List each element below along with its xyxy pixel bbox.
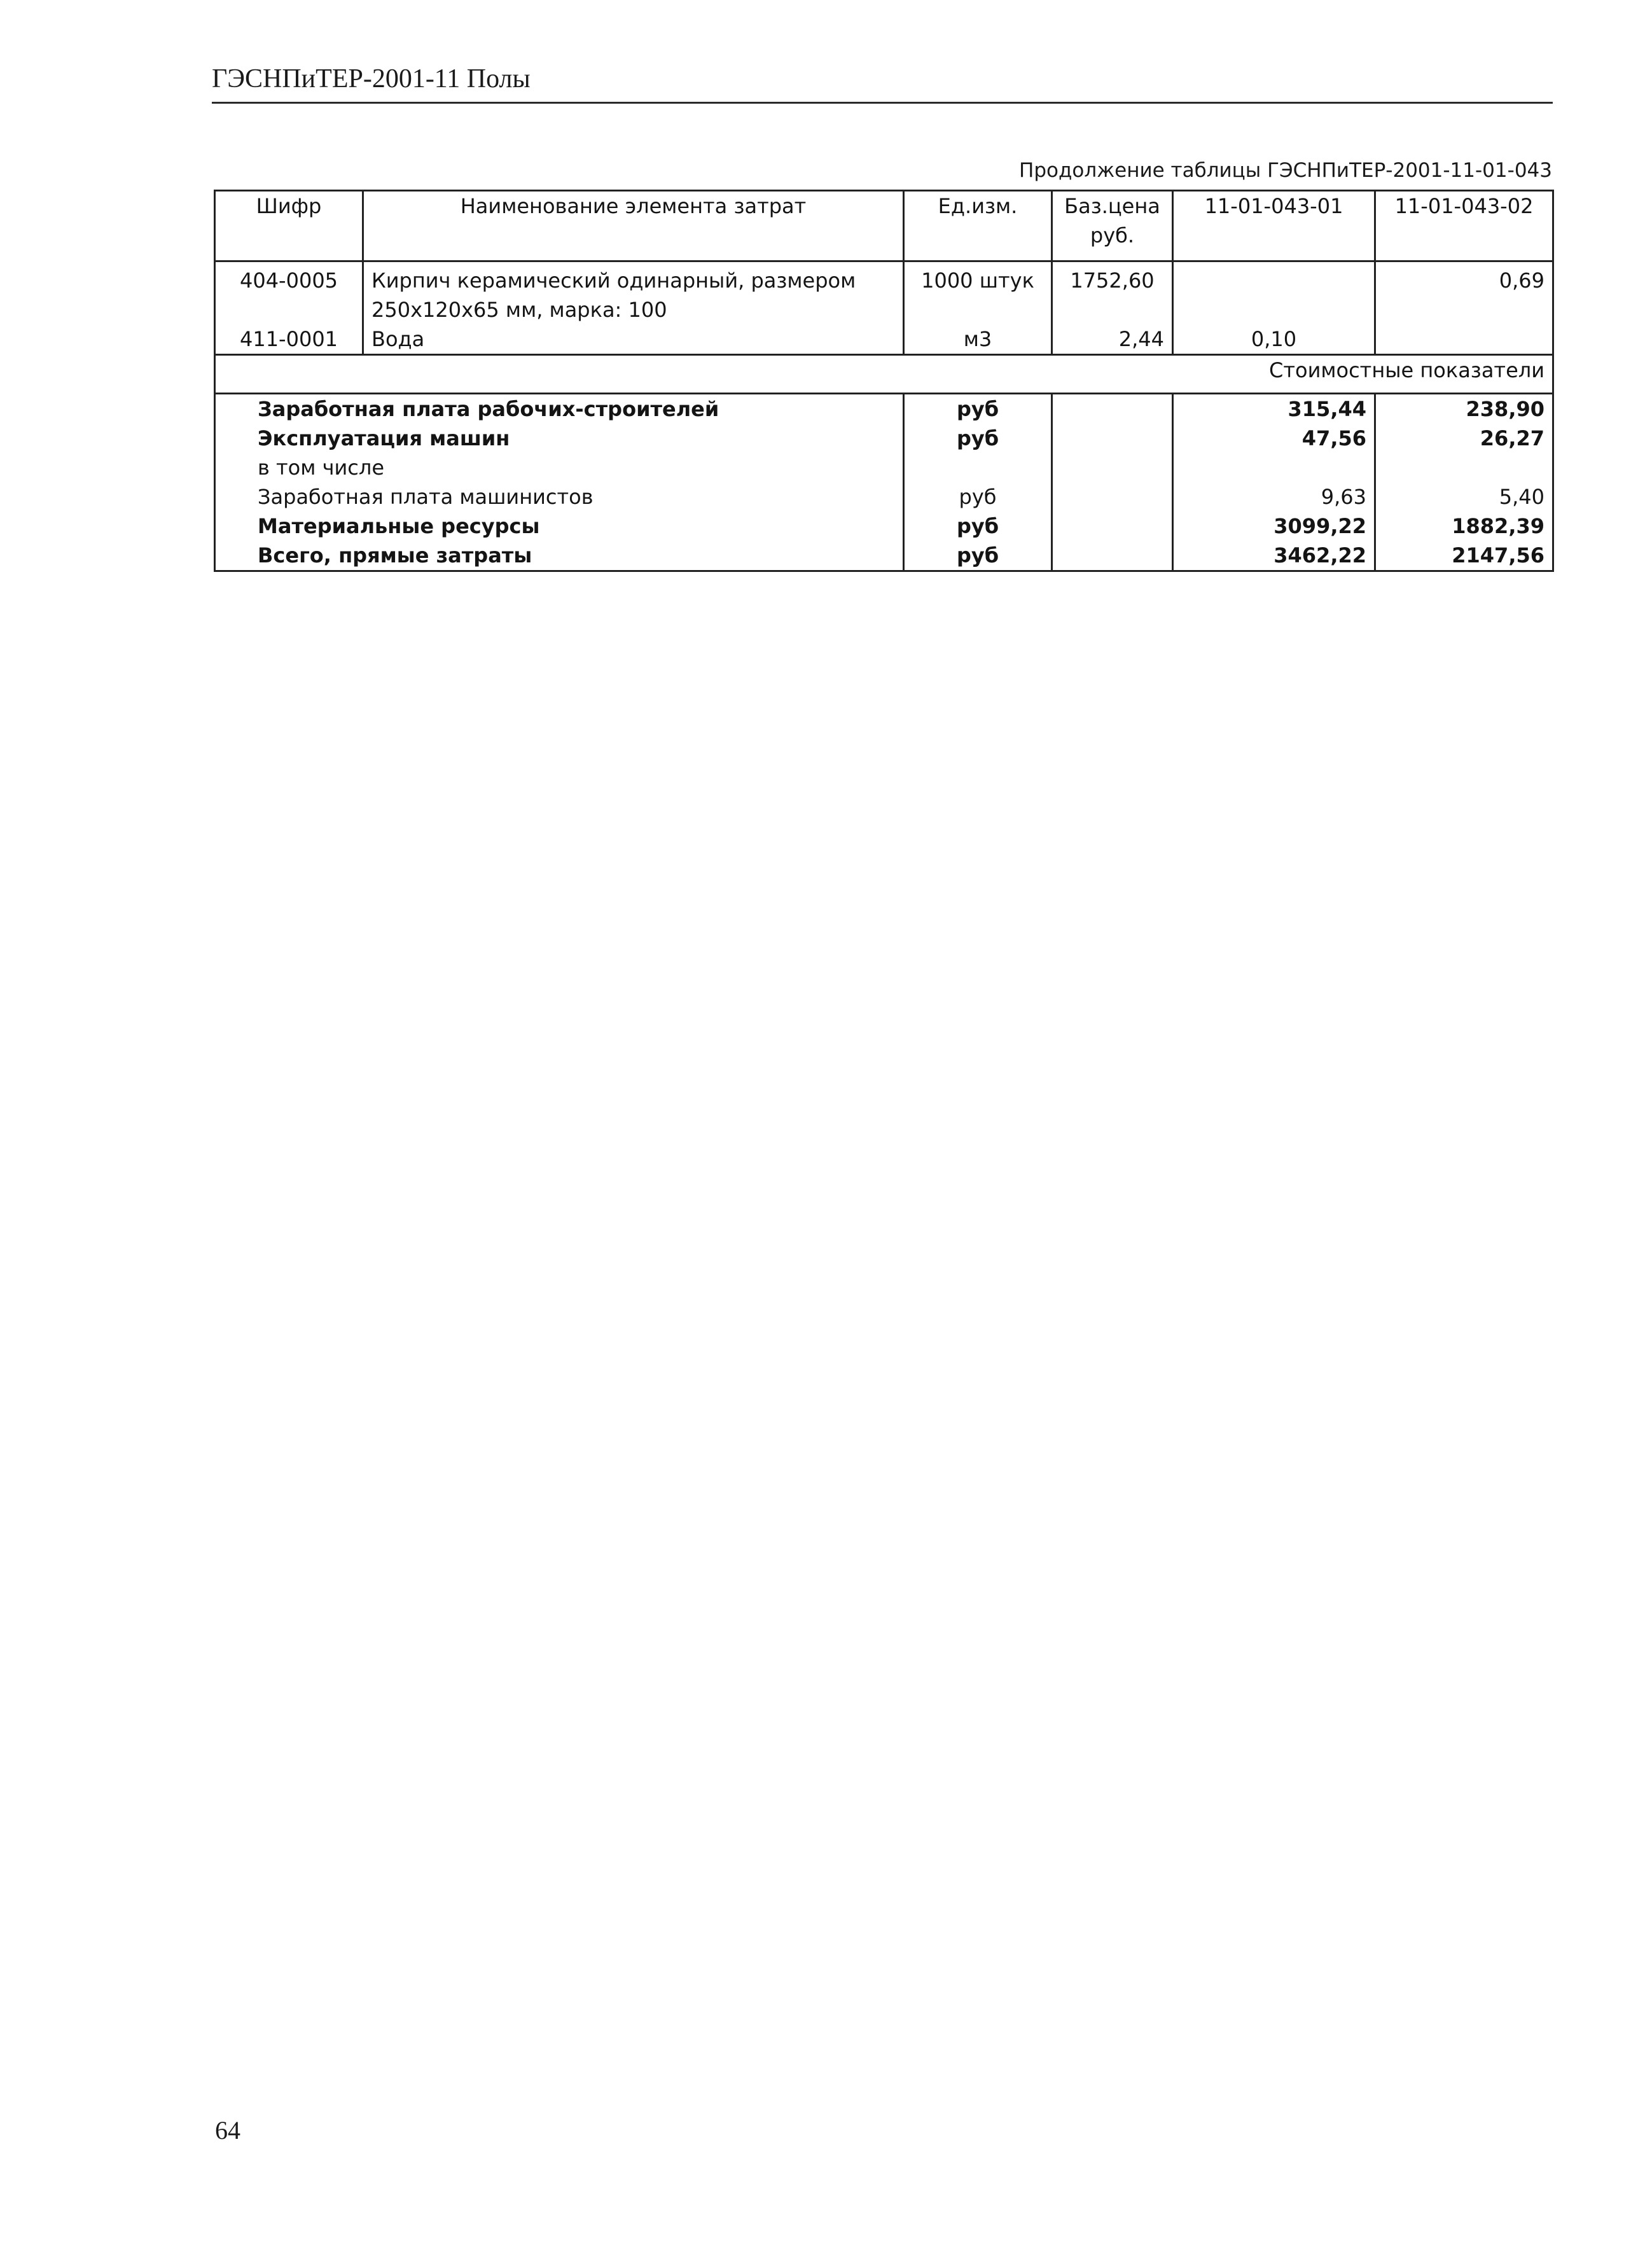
resource-price: 1752,60: [1052, 261, 1173, 325]
section-title: Стоимостные показатели: [215, 355, 1553, 394]
summary-name: в том числе: [215, 453, 904, 482]
summary-col2: 5,40: [1375, 482, 1553, 511]
resource-name: Кирпич керамический одинарный, размером 250х120х65 мм, марка: 100: [363, 261, 904, 325]
resource-code: 404-0005: [215, 261, 363, 325]
summary-col1: 47,56: [1173, 424, 1375, 453]
summary-unit: руб: [904, 511, 1052, 541]
summary-price: [1052, 453, 1173, 482]
header-divider: [212, 102, 1553, 104]
resource-col1: [1173, 261, 1375, 325]
summary-name: Заработная плата рабочих-строителей: [215, 394, 904, 424]
summary-row: [215, 482, 1553, 511]
section-title-row: [215, 355, 1553, 394]
resource-col1: 0,10: [1173, 324, 1375, 355]
column-header-unit: Ед.изм.: [904, 191, 1052, 261]
column-header-code: Шифр: [215, 191, 363, 261]
summary-price: [1052, 482, 1173, 511]
column-header-col1: 11-01-043-01: [1173, 191, 1375, 261]
summary-price: [1052, 394, 1173, 424]
summary-col1: 3462,22: [1173, 541, 1375, 571]
summary-unit: руб: [904, 541, 1052, 571]
summary-col1: 315,44: [1173, 394, 1375, 424]
page-number: 64: [215, 2116, 240, 2145]
summary-row: [215, 453, 1553, 482]
summary-unit: [904, 453, 1052, 482]
summary-col2: 26,27: [1375, 424, 1553, 453]
summary-col2: 1882,39: [1375, 511, 1553, 541]
table-row: [215, 324, 1553, 355]
resource-unit: 1000 штук: [904, 261, 1052, 325]
summary-col1: 3099,22: [1173, 511, 1375, 541]
resource-code: 411-0001: [215, 324, 363, 355]
summary-unit: руб: [904, 482, 1052, 511]
resource-name: Вода: [363, 324, 904, 355]
summary-price: [1052, 511, 1173, 541]
summary-col1: 9,63: [1173, 482, 1375, 511]
summary-row: [215, 541, 1553, 571]
page-header-title: ГЭСНПиТЕР-2001-11 Полы: [212, 64, 531, 94]
summary-row: [215, 394, 1553, 424]
resource-col2: 0,69: [1375, 261, 1553, 325]
column-header-name: Наименование элемента затрат: [363, 191, 904, 261]
table-header-row: [215, 191, 1553, 261]
summary-col1: [1173, 453, 1375, 482]
resource-col2: [1375, 324, 1553, 355]
summary-unit: руб: [904, 394, 1052, 424]
column-header-col2: 11-01-043-02: [1375, 191, 1553, 261]
cost-table: [214, 190, 1554, 572]
summary-col2: 238,90: [1375, 394, 1553, 424]
summary-row: [215, 424, 1553, 453]
column-header-price: Баз.цена руб.: [1052, 191, 1173, 261]
summary-col2: 2147,56: [1375, 541, 1553, 571]
summary-price: [1052, 541, 1173, 571]
resource-price: 2,44: [1052, 324, 1173, 355]
summary-unit: руб: [904, 424, 1052, 453]
summary-name: Материальные ресурсы: [215, 511, 904, 541]
summary-name: Всего, прямые затраты: [215, 541, 904, 571]
summary-name: Эксплуатация машин: [215, 424, 904, 453]
summary-row: [215, 511, 1553, 541]
summary-name: Заработная плата машинистов: [215, 482, 904, 511]
table-caption: Продолжение таблицы ГЭСНПиТЕР-2001-11-01-043: [1019, 159, 1552, 182]
table-row: [215, 261, 1553, 325]
summary-price: [1052, 424, 1173, 453]
summary-col2: [1375, 453, 1553, 482]
resource-unit: м3: [904, 324, 1052, 355]
